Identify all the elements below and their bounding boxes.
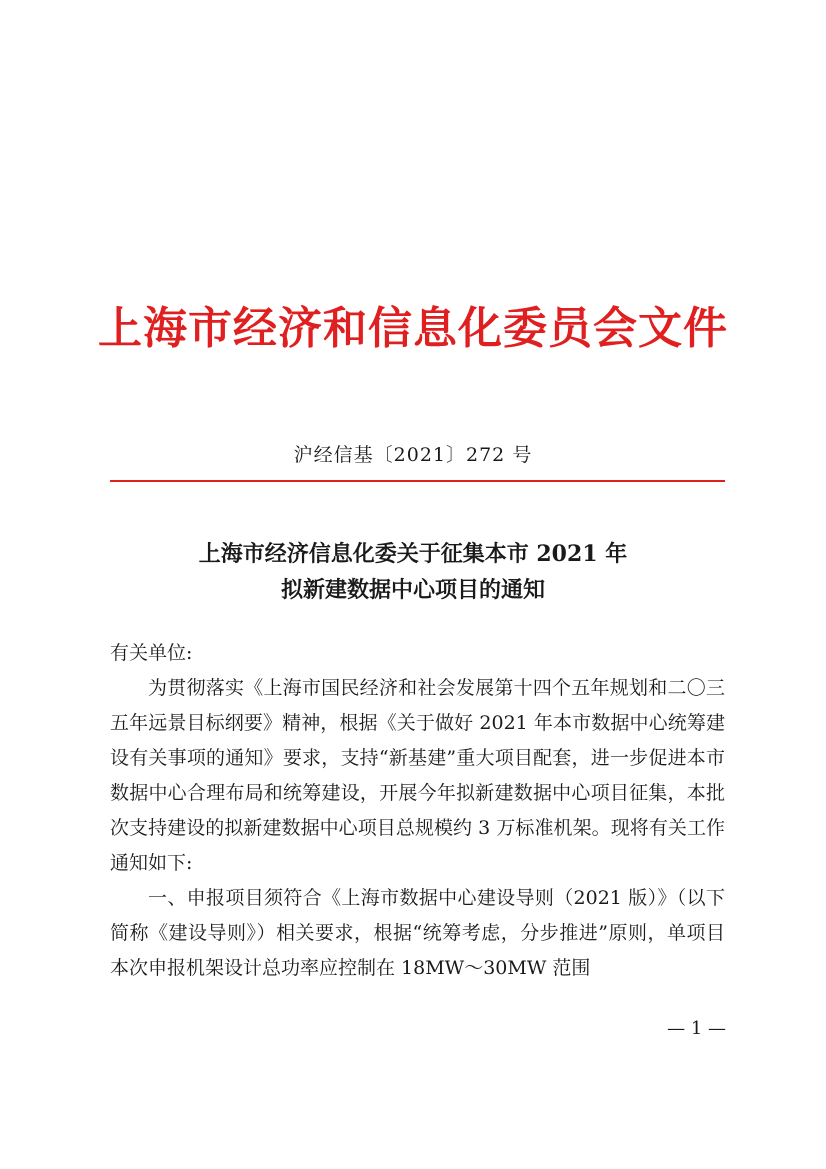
body-paragraph-1: 为贯彻落实《上海市国民经济和社会发展第十四个五年规划和二〇三五年远景目标纲要》精神，根据《关于做好 2021 年本市数据中心统筹建设有关事项的通知》要求，支持“新基建”重大项目配套，进一步促进本市数据中心合理布局和统筹建设，开展今年拟新建数据中心项目征集，本批次支持建设的拟新建数据中心项目总规模约 3 万标准机架。现将有关工作通知如下: [110, 677, 725, 874]
page-number: — 1 — [667, 1018, 726, 1039]
red-divider-line [110, 480, 725, 482]
body-paragraph-2: 一、申报项目须符合《上海市数据中心建设导则（2021 版）》（以下简称《建设导则》）相关要求，根据“统筹考虑，分步推进”原则，单项目本次申报机架设计总功率应控制在 18MW～30MW 范围 [110, 887, 725, 979]
salutation: 有关单位: [110, 642, 193, 664]
issuer-header-title: 上海市经济和信息化委员会文件 [98, 303, 728, 354]
document-number: 沪经信基〔2021〕272 号 [293, 444, 533, 466]
notice-title-line-2: 拟新建数据中心项目的通知 [280, 577, 545, 603]
notice-title [0, 536, 826, 608]
notice-body [110, 636, 725, 986]
notice-title-line-1: 上海市经济信息化委关于征集本市 2021 年 [198, 541, 628, 567]
